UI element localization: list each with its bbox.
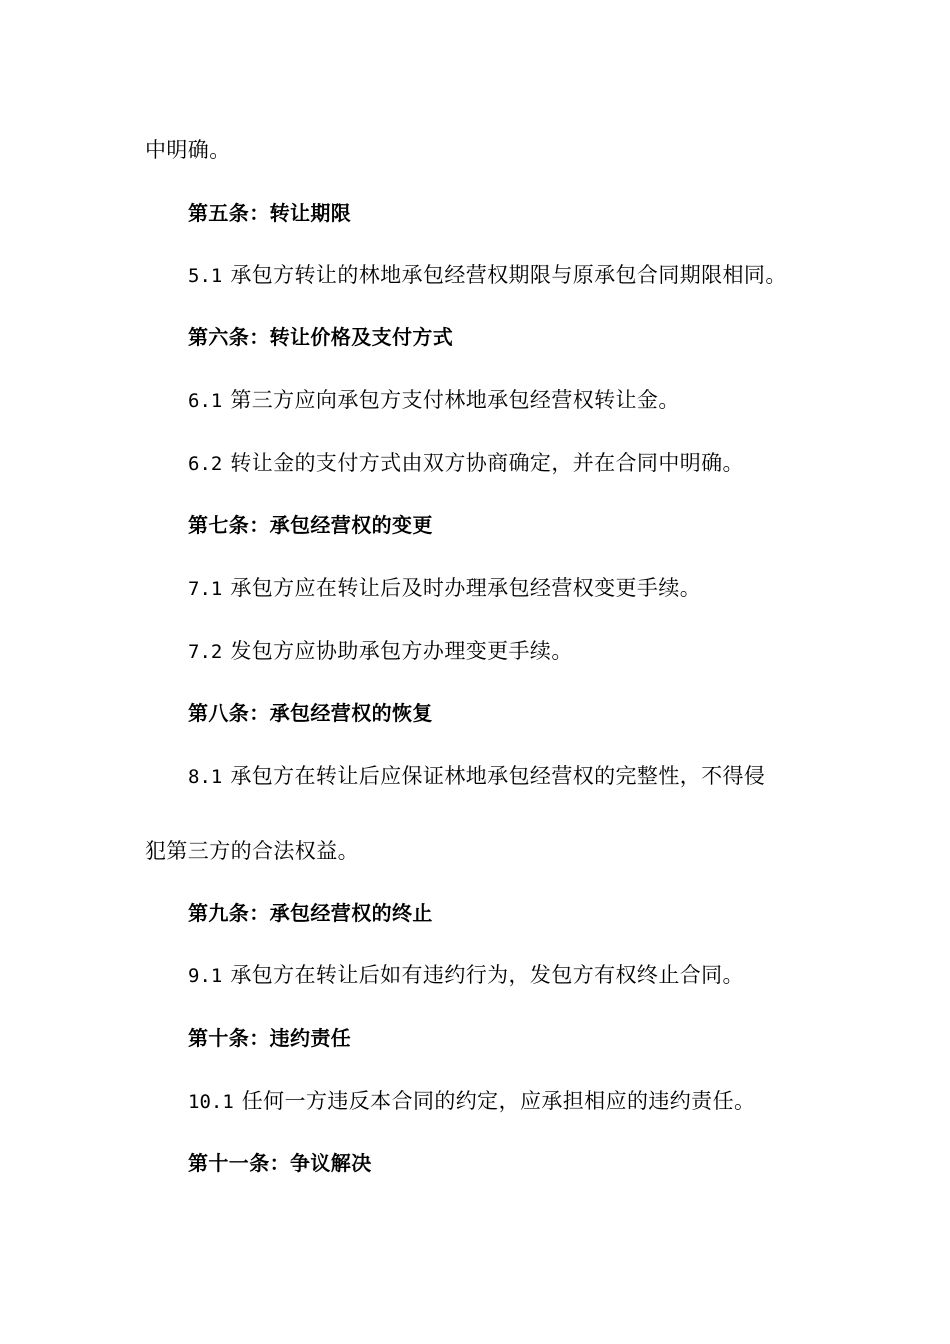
clause-8-1-continuation (145, 836, 359, 866)
article-9-heading (188, 898, 433, 928)
heading-text: 第五条：转让期限 (188, 201, 352, 225)
heading-text: 第九条：承包经营权的终止 (188, 901, 433, 925)
article-5-heading (188, 198, 351, 228)
line-text: 中明确。 (145, 138, 231, 162)
article-7-heading (188, 510, 433, 540)
clause-number: 5.1 (188, 265, 223, 287)
heading-text: 第八条：承包经营权的恢复 (188, 701, 433, 725)
article-10-heading (188, 1023, 351, 1053)
clause-6-1 (188, 385, 680, 416)
clause-text: 承包方转让的林地承包经营权期限与原承包合同期限相同。 (230, 263, 787, 287)
clause-text: 承包方应在转让后及时办理承包经营权变更手续。 (230, 576, 702, 600)
clause-7-2 (188, 636, 573, 667)
clause-10-1 (188, 1086, 755, 1117)
clause-text: 第三方应向承包方支付林地承包经营权转让金。 (230, 388, 680, 412)
clause-text: 任何一方违反本合同的约定，应承担相应的违约责任。 (241, 1089, 756, 1113)
article-8-heading (188, 698, 433, 728)
clause-number: 7.1 (188, 578, 223, 600)
clause-text: 承包方在转让后如有违约行为，发包方有权终止合同。 (230, 963, 744, 987)
clause-9-1 (188, 960, 744, 991)
clause-number: 8.1 (188, 766, 223, 788)
clause-text: 转让金的支付方式由双方协商确定，并在合同中明确。 (230, 451, 744, 475)
article-6-heading (188, 322, 453, 352)
line-text: 犯第三方的合法权益。 (145, 839, 359, 863)
heading-text: 第六条：转让价格及支付方式 (188, 325, 454, 349)
heading-text: 第十一条：争议解决 (188, 1151, 372, 1175)
article-11-heading (188, 1148, 372, 1178)
clause-number: 9.1 (188, 965, 223, 987)
clause-text: 发包方应协助承包方办理变更手续。 (230, 639, 573, 663)
heading-text: 第七条：承包经营权的变更 (188, 513, 433, 537)
clause-5-1 (188, 260, 787, 291)
clause-number: 6.2 (188, 453, 223, 475)
clause-6-2 (188, 448, 744, 479)
heading-text: 第十条：违约责任 (188, 1026, 352, 1050)
clause-number: 10.1 (188, 1091, 234, 1113)
continuation-text (145, 135, 231, 165)
clause-number: 7.2 (188, 641, 223, 663)
clause-number: 6.1 (188, 390, 223, 412)
clause-7-1 (188, 573, 701, 604)
clause-8-1 (188, 761, 765, 792)
clause-text: 承包方在转让后应保证林地承包经营权的完整性，不得侵 (230, 764, 766, 788)
